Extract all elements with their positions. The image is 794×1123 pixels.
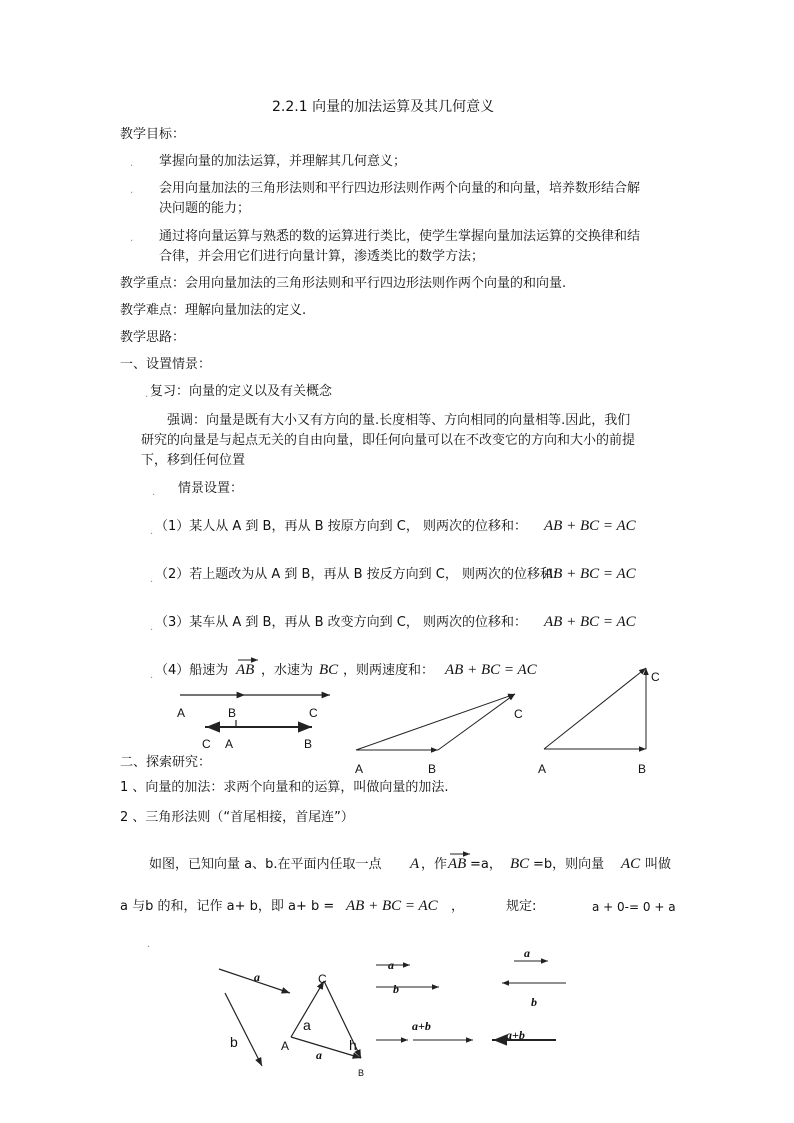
case-4-vector-bc: BC — [319, 662, 339, 678]
fig3-label-a: A — [538, 762, 547, 776]
definition-vector-bc: BC — [510, 856, 530, 872]
case-4-formula: AB + BC = AC — [445, 662, 537, 678]
section1-heading: 一、设置情景： — [120, 357, 212, 372]
section2-p1: 1 、向量的加法：求两个向量和的运算，叫做向量的加法. — [120, 780, 449, 795]
bullet-dot: . — [130, 158, 134, 169]
section2-p2: 2 、三角形法则（“首尾相接，首尾连”） — [120, 810, 354, 825]
case-4-vector-ab: AB — [236, 662, 255, 678]
fig4-label-b: b — [230, 1034, 238, 1050]
fig6-label-b: b — [531, 995, 537, 1009]
figure-same-direction — [376, 965, 473, 1040]
figure-triangle-rule — [219, 969, 361, 1066]
fig2-label-c: C — [514, 707, 523, 721]
fig1-label-c2: C — [202, 737, 211, 751]
case-4-text-b: ，水速为 — [261, 663, 314, 678]
bullet-dot: . — [130, 233, 134, 244]
definition2-formula: AB + BC = AC — [346, 898, 438, 914]
case-1-text: （1）某人从 A 到 B，再从 B 按原方向到 C， 则两次的位移和： — [155, 519, 528, 534]
bullet-dot: . — [145, 389, 149, 400]
emphasis-line3: 下，移到任何位置 — [141, 453, 246, 468]
objective-3-line2: 合律，并会用它们进行向量计算，渗透类比的数学方法； — [159, 249, 485, 264]
definition-vector-ac: AC — [621, 856, 641, 872]
approach-heading: 教学思路： — [120, 330, 186, 345]
objective-1: 掌握向量的加法运算，并理解其几何意义； — [159, 154, 407, 169]
figure-triangle-right — [544, 668, 646, 749]
definition-vector-ab: AB — [448, 856, 467, 872]
case-3-formula: AB + BC = AC — [544, 614, 636, 630]
fig1-label-b2: B — [304, 737, 313, 751]
definition2-text-1: a 与b 的和，记作 a+ b，即 a+ b = — [120, 899, 335, 914]
fig2-label-b: B — [428, 762, 437, 776]
section2-heading: 二、探索研究： — [120, 755, 212, 770]
fig6-label-a: a — [524, 946, 530, 960]
bullet-dot: . — [150, 526, 154, 537]
scenario-heading: 情景设置： — [178, 481, 244, 496]
rule-text: a + 0-= 0 + a — [592, 900, 676, 914]
fig5-label-a: a — [388, 958, 394, 972]
bullet-dot: . — [150, 622, 154, 633]
fig5-label-b: b — [393, 982, 399, 996]
case-2-text: （2）若上题改为从 A 到 B，再从 B 按反方向到 C， 则两次的位移和: — [155, 567, 558, 582]
fig4-label-a: a — [254, 970, 260, 984]
fig1-label-b: B — [228, 706, 237, 720]
bullet-dot: . — [150, 670, 154, 681]
fig4-label-b-clipped: B — [358, 1068, 365, 1078]
rule-label: 规定: — [506, 899, 537, 914]
definition-text-1: 如图，已知向量 a、b.在平面内任取一点 — [149, 857, 382, 872]
fig4-label-a-inner: a — [303, 1017, 311, 1033]
page-title: 2.2.1 向量的加法运算及其几何意义 — [272, 99, 495, 115]
objectives-heading: 教学目标： — [120, 127, 186, 142]
emphasis-line1: 强调：向量是既有大小又有方向的量.长度相等、方向相同的向量相等.因此，我们 — [167, 413, 631, 428]
fig1-label-a2: A — [225, 737, 234, 751]
difficulty: 教学难点：理解向量加法的定义. — [120, 303, 307, 318]
case-4-text-a: （4）船速为 — [155, 663, 229, 678]
definition2-text-2: ， — [451, 899, 465, 914]
fig4-label-h: h — [349, 1037, 357, 1053]
case-2-formula: AB + BC = AC — [544, 566, 636, 582]
figure-opposite-direction — [492, 961, 566, 1040]
definition-text-2: ，作 — [421, 857, 448, 872]
fig5-label-apb: a+b — [412, 1019, 431, 1033]
definition-text-4: =b，则向量 — [533, 857, 605, 872]
figure-triangle-obtuse — [356, 694, 515, 750]
emphasis-line2: 研究的向量是与起点无关的自由向量，即任何向量可以在不改变它的方向和大小的前提 — [141, 433, 636, 448]
definition-point-a: A — [410, 856, 420, 872]
fig4-label-a-bottom: a — [316, 1048, 322, 1062]
fig3-label-b: B — [638, 762, 647, 776]
fig4-label-point-a: A — [281, 1039, 290, 1053]
bullet-dot: . — [130, 185, 134, 196]
fig4-label-c: C — [318, 972, 327, 986]
definition-text-5: 叫做 — [645, 857, 672, 872]
fig1-label-a: A — [177, 706, 186, 720]
objective-2-line2: 决问题的能力； — [159, 201, 251, 216]
case-1-formula: AB + BC = AC — [544, 518, 636, 534]
objective-3-line1: 通过将向量运算与熟悉的数的运算进行类比，使学生掌握向量加法运算的交换律和结 — [159, 229, 641, 244]
bullet-dot: . — [152, 487, 156, 498]
bullet-dot: . — [150, 574, 154, 585]
key-point: 教学重点：会用向量加法的三角形法则和平行四边形法则作两个向量的和向量. — [120, 276, 567, 291]
case-3-text: （3）某车从 A 到 B，再从 B 改变方向到 C， 则两次的位移和： — [155, 615, 528, 630]
figure-collinear-vectors — [180, 695, 330, 727]
fig1-label-c: C — [309, 706, 318, 720]
fig6-label-apb: a+b — [506, 1028, 525, 1042]
definition-text-3: =a， — [470, 857, 502, 872]
review-text: 复习：向量的定义以及有关概念 — [150, 384, 333, 399]
case-4-text-c: ，则两速度和： — [343, 663, 435, 678]
fig2-label-a: A — [355, 762, 364, 776]
objective-2-line1: 会用向量加法的三角形法则和平行四边形法则作两个向量的和向量，培养数形结合解 — [159, 181, 641, 196]
fig3-label-c: C — [651, 670, 660, 684]
bullet-dot: . — [147, 939, 151, 950]
